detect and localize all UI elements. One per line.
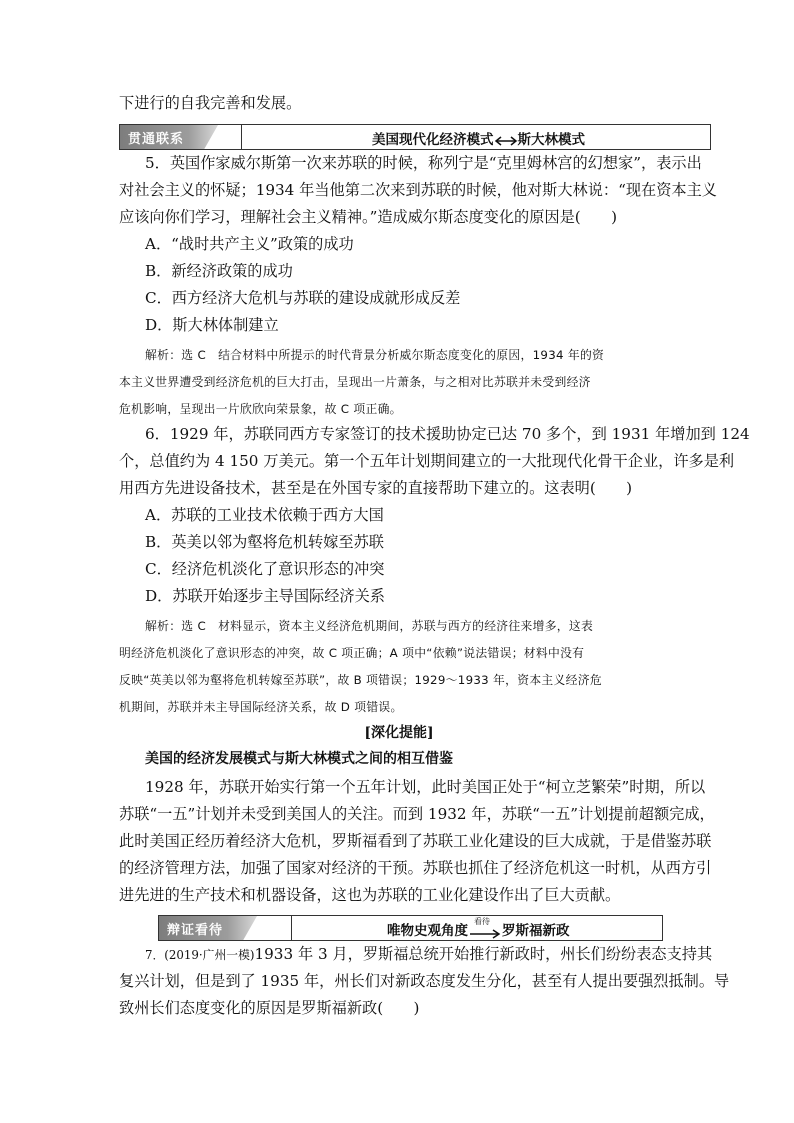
- paragraph-line: 1928 年，苏联开始实行第一个五年计划，此时美国正处于“柯立芝繁荣”时期，所以: [145, 778, 706, 796]
- analysis-line: 解析：选 C 结合材料中所提示的时代背景分析威尔斯态度变化的原因，1934 年的资: [145, 348, 605, 362]
- option-b: B．英美以邻为壑将危机转嫁至苏联: [145, 533, 384, 551]
- question-6-line: 个，总值约为 4 150 万美元。第一个五年计划期间建立的一大批现代化骨干企业，许多是利: [119, 452, 735, 470]
- section-title: [372, 128, 585, 148]
- section-tag-label: 辩证看待: [167, 923, 224, 938]
- question-5-line: 5．英国作家威尔斯第一次来苏联的时候，称列宁是“克里姆林宫的幻想家”，表示出: [145, 154, 702, 172]
- analysis-line: 机期间，苏联并未主导国际经济关系，故 D 项错误。: [119, 700, 403, 714]
- question-6-line: 用西方先进设备技术，甚至是在外国专家的直接帮助下建立的。这表明( ): [119, 479, 633, 497]
- section-title-left: 美国现代化经济模式: [372, 132, 494, 148]
- option-c: C．经济危机淡化了意识形态的冲突: [145, 560, 385, 578]
- divider: [291, 916, 292, 940]
- question-7-line: 致州长们态度变化的原因是罗斯福新政( ): [119, 999, 420, 1017]
- analysis-line: 解析：选 C 材料显示，资本主义经济危机期间，苏联与西方的经济往来增多，这表: [145, 619, 594, 633]
- text-line: 下进行的自我完善和发展。: [119, 94, 302, 112]
- section-title-right: 罗斯福新政: [502, 923, 570, 939]
- section-header-box: [158, 915, 663, 941]
- question-6-line: 6．1929 年，苏联同西方专家签订的技术援助协定已达 70 多个，到 1931 年增加到 124: [145, 425, 750, 443]
- analysis-line: 反映“英美以邻为壑将危机转嫁至苏联”，故 B 项错误；1929～1933 年，资本主义经济危: [119, 673, 602, 687]
- question-text: 1933 年 3 月，罗斯福总统开始推行新政时，州长们纷纷表态支持其: [254, 945, 713, 963]
- section-title-right: 斯大林模式: [517, 132, 585, 148]
- question-source: 7．(2019·广州一模): [145, 948, 255, 962]
- divider: [241, 125, 242, 149]
- paragraph-line: 进先进的生产技术和机器设备，这也为苏联的工业化建设作出了巨大贡献。: [119, 886, 621, 904]
- section-subheading: 美国的经济发展模式与斯大林模式之间的相互借鉴: [145, 751, 453, 767]
- paragraph-line: 的经济管理方法，加强了国家对经济的干预。苏联也抓住了经济危机这一时机，从西方引: [119, 859, 712, 877]
- question-5-line: 对社会主义的怀疑；1934 年当他第二次来到苏联的时候，他对斯大林说：“现在资本主义: [119, 181, 717, 199]
- section-heading: [深化提能]: [364, 725, 434, 741]
- analysis-line: 危机影响，呈现出一片欣欣向荣景象，故 C 项正确。: [119, 402, 402, 416]
- arrow-label: 看待: [474, 916, 490, 926]
- option-b: B．新经济政策的成功: [145, 262, 293, 280]
- paragraph-line: 此时美国正经历着经济大危机，罗斯福看到了苏联工业化建设的巨大成就，于是借鉴苏联: [119, 832, 712, 850]
- analysis-line: 明经济危机淡化了意识形态的冲突，故 C 项正确；A 项中“依赖”说法错误；材料中没有: [119, 646, 585, 660]
- double-arrow-icon: [494, 135, 518, 147]
- section-header-box: [119, 124, 711, 150]
- option-a: A．苏联的工业技术依赖于西方大国: [145, 506, 384, 524]
- section-title: [387, 916, 570, 940]
- section-title-left: 唯物史观角度: [387, 923, 468, 939]
- analysis-line: 本主义世界遭受到经济危机的巨大打击，呈现出一片萧条，与之相对比苏联并未受到经济: [119, 375, 591, 389]
- right-arrow-icon: [468, 926, 502, 942]
- option-d: D．斯大林体制建立: [145, 316, 279, 334]
- arrow-with-label: [468, 916, 502, 940]
- option-c: C．西方经济大危机与苏联的建设成就形成反差: [145, 289, 461, 307]
- option-d: D．苏联开始逐步主导国际经济关系: [145, 587, 385, 605]
- question-7-line: [145, 944, 712, 965]
- section-tag-label: 贯通联系: [128, 132, 185, 147]
- question-5-line: 应该向你们学习，理解社会主义精神。”造成威尔斯态度变化的原因是( ): [119, 208, 618, 226]
- question-7-line: 复兴计划，但是到了 1935 年，州长们对新政态度发生分化，甚至有人提出要强烈抵制。导: [119, 972, 730, 990]
- option-a: A．“战时共产主义”政策的成功: [145, 235, 354, 253]
- paragraph-line: 苏联“一五”计划并未受到美国人的关注。而到 1932 年，苏联“一五”计划提前超额完成，: [119, 805, 715, 823]
